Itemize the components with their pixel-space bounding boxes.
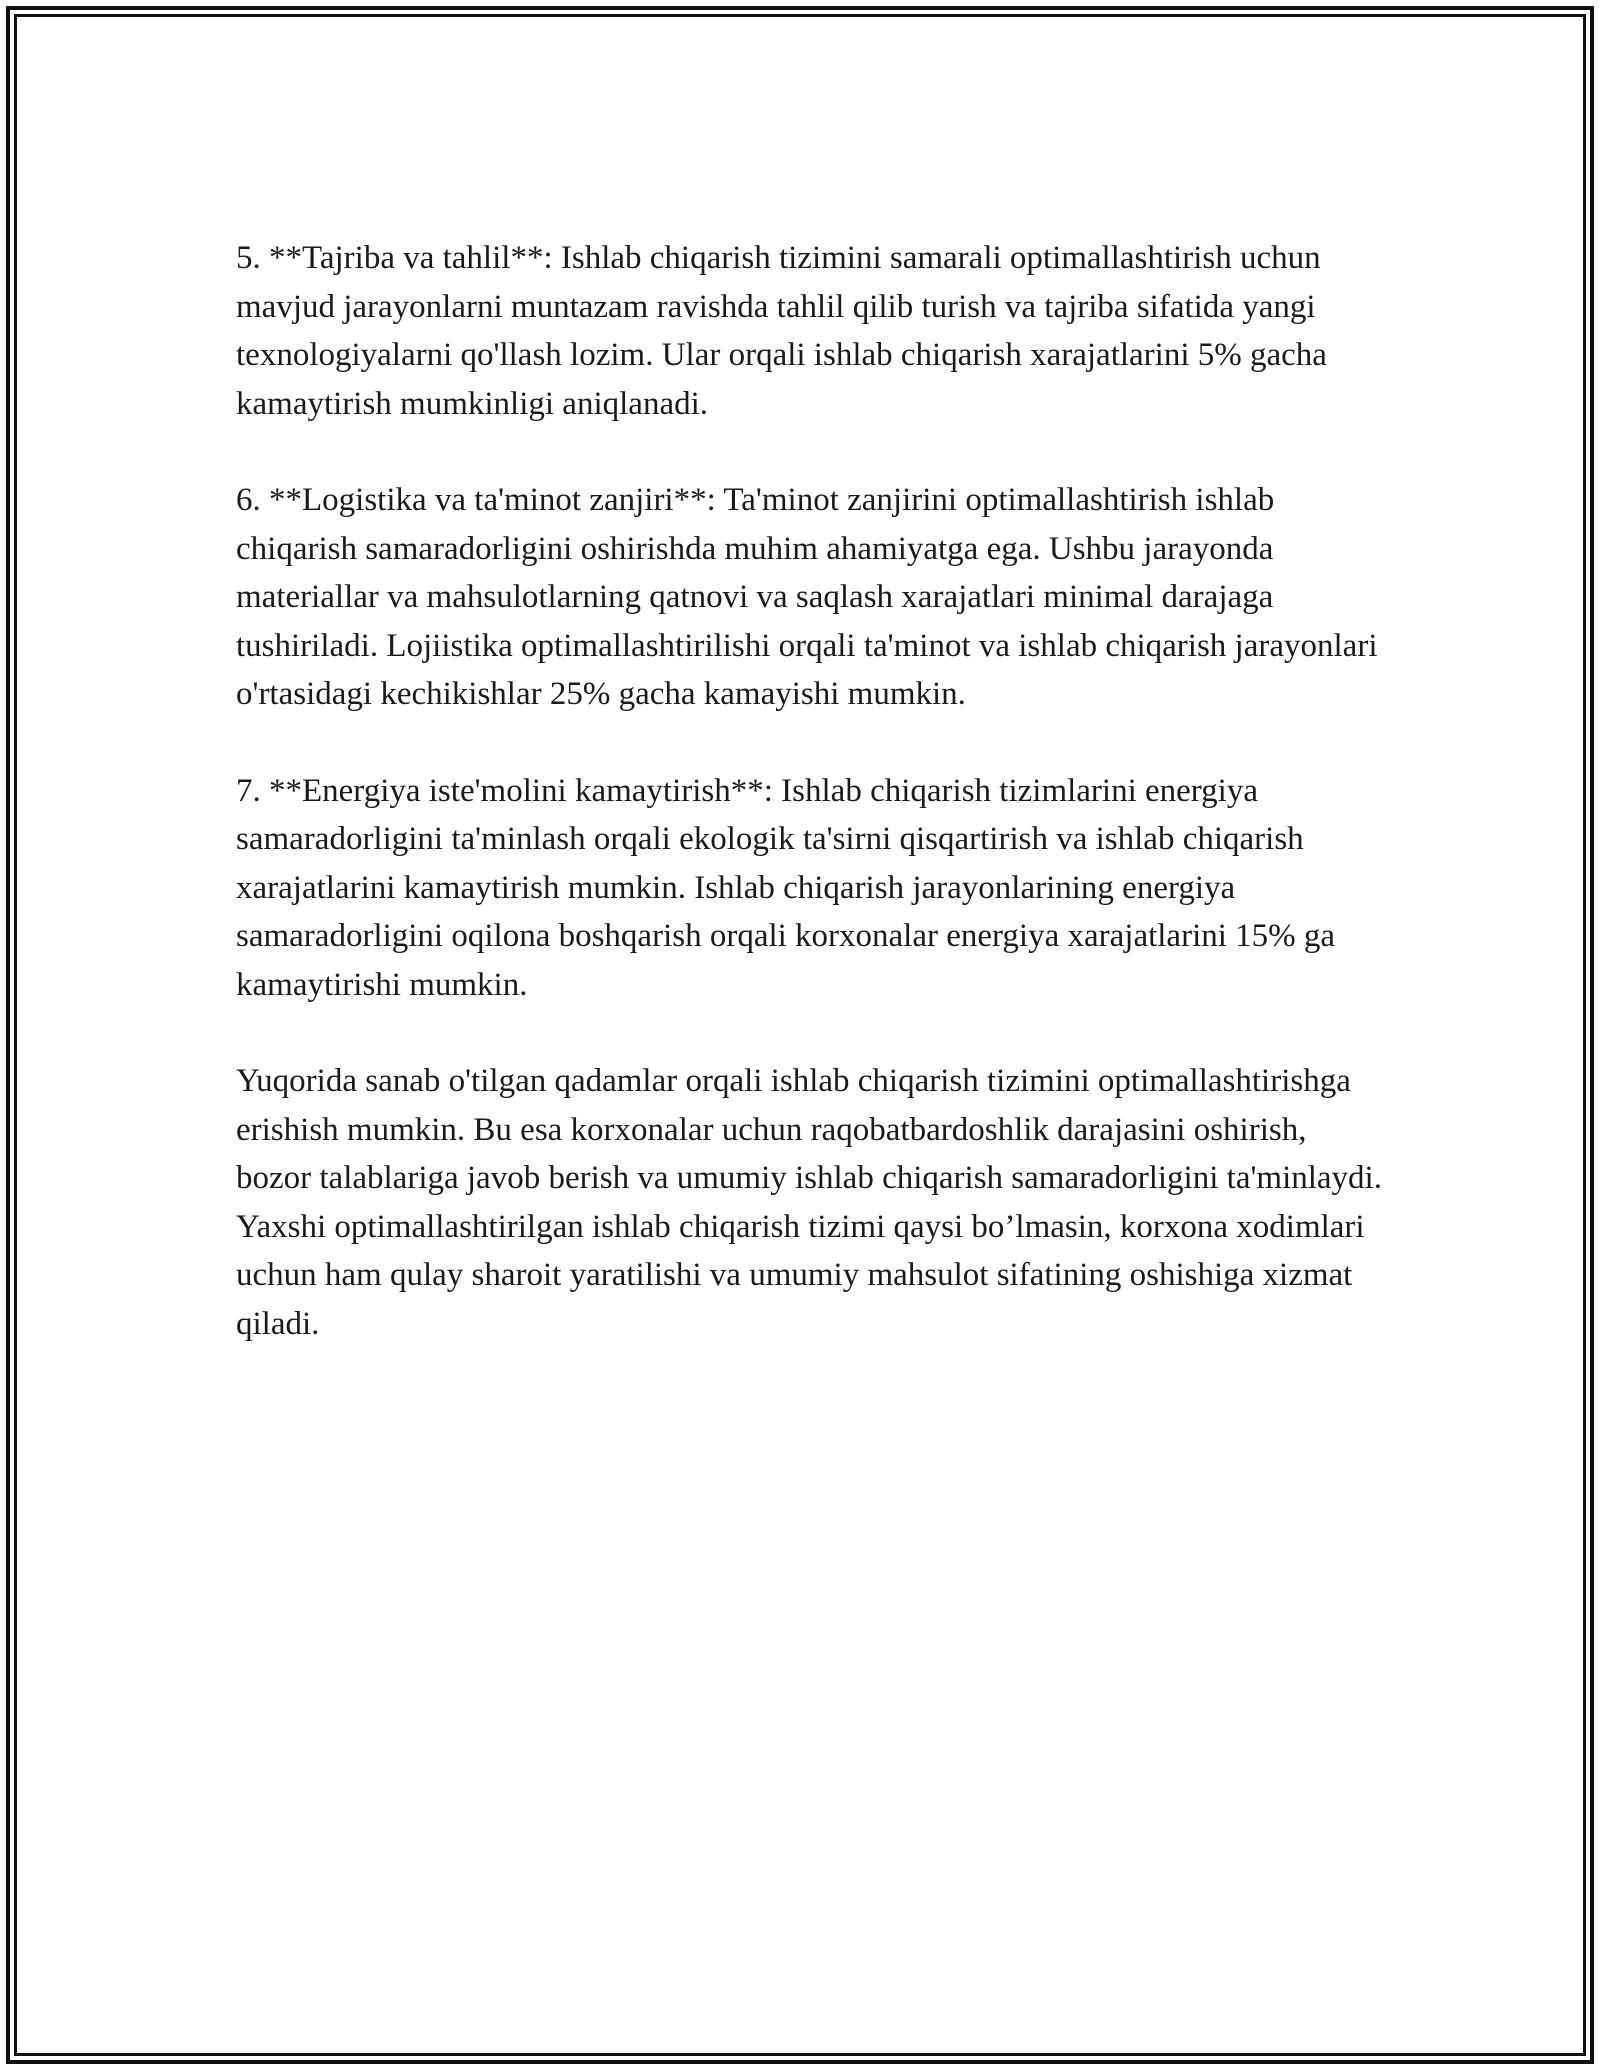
document-body: [236, 234, 1386, 1396]
paragraph-energiya: 7. **Energiya iste'molini kamaytirish**: Ishlab chiqarish tizimlarini energiya samaradorligini ta'minlash orqali ekologik ta'sirni qisqartirish va ishlab chiqarish xarajatlarini kamaytirish mumkin. Ishlab chiqarish jarayonlarining energiya samaradorligini oqilona boshqarish orqali korxonalar energiya xarajatlarini 15% ga kamaytirishi mumkin.: [236, 772, 1336, 1003]
paragraph-logistika: 6. **Logistika va ta'minot zanjiri**: Ta'minot zanjirini optimallashtirish ishlab chiqarish samaradorligini oshirishda muhim ahamiyatga ega. Ushbu jarayonda materiallar va mahsulotlarning qatnovi va saqlash xarajatlari minimal darajaga tushiriladi. Lojiistika optimallashtirilishi orqali ta'minot va ishlab chiqarish jarayonlari o'rtasidagi kechikishlar 25% gacha kamayishi mumkin.: [236, 482, 1378, 712]
paragraph-conclusion: Yuqorida sanab o'tilgan qadamlar orqali ishlab chiqarish tizimini optimallashtirishga erishish mumkin. Bu esa korxonalar uchun raqobatbardoshlik darajasini oshirish, bozor talablariga javob berish va umumiy ishlab chiqarish samaradorligini ta'minlaydi. Yaxshi optimallashtirilgan ishlab chiqarish tizimi qaysi bo’lmasin, korxona xodimlari uchun ham qulay sharoit yaratilishi va umumiy mahsulot sifatining oshishiga xizmat qiladi.: [236, 1063, 1382, 1342]
paragraph-tajriba-va-tahlil: 5. **Tajriba va tahlil**: Ishlab chiqarish tizimini samarali optimallashtirish uchun mavjud jarayonlarni muntazam ravishda tahlil qilib turish va tajriba sifatida yangi texnologiyalarni qo'llash lozim. Ular orqali ishlab chiqarish xarajatlarini 5% gacha kamaytirish mumkinligi aniqlanadi.: [236, 240, 1327, 422]
